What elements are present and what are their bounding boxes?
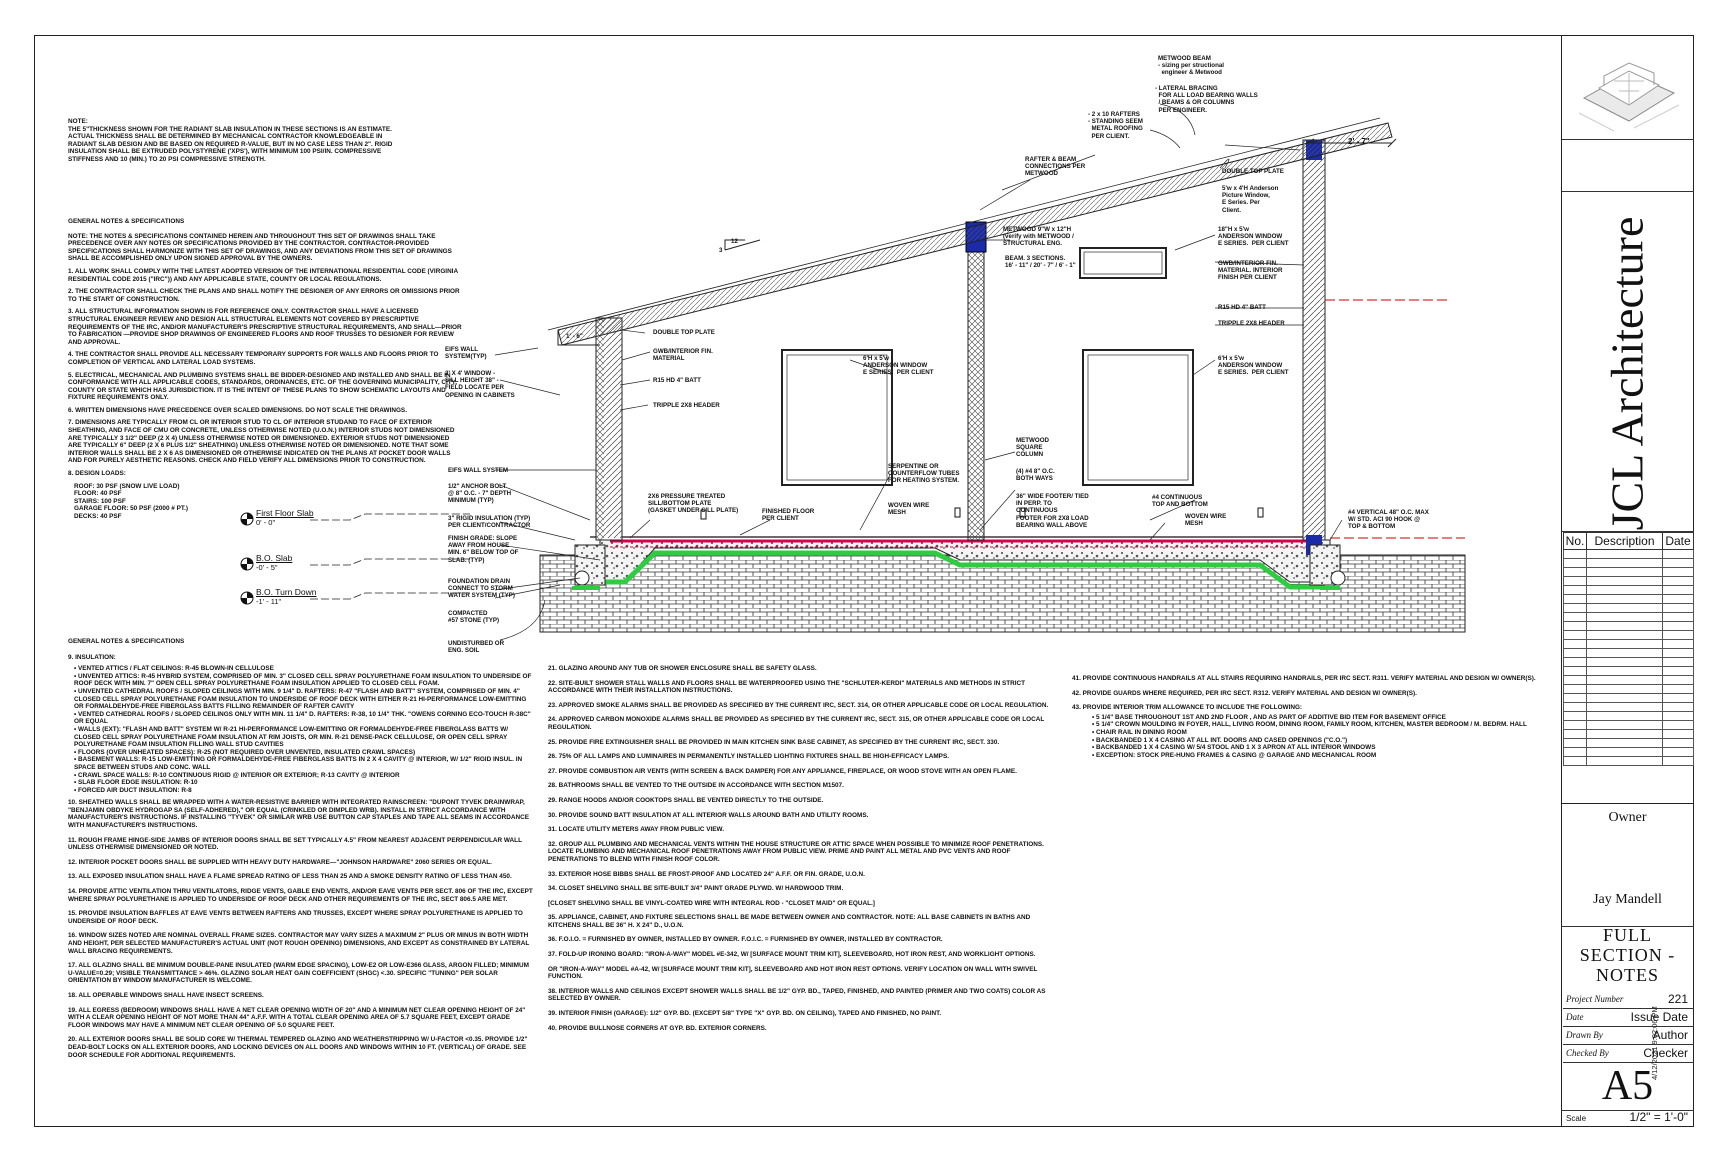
revision-cell (1587, 550, 1663, 559)
revision-cell (1663, 568, 1694, 577)
insulation-item: • UNVENTED ATTICS: R-45 HYBRID SYSTEM, COMPRISED OF MIN. 3" CLOSED CELL SPRAY POLYURETHANE FOAM INSULATION TO UNDERSIDE OF ROOF DECK WITH MIN. 7" OPEN CELL SPRAY POLYURETHANE FOAM INSULATION APPLIED TO CLOSED CELL FOAM. (74, 673, 533, 688)
revision-row (1564, 550, 1694, 559)
label-gwb-left: GWB/INTERIOR FIN. MATERIAL (653, 348, 713, 363)
label-rigid-insulation: 3" RIGID INSULATION (TYP) PER CLIENT/CONTRACTOR (448, 515, 531, 530)
revision-cell (1663, 631, 1694, 640)
design-load: FLOOR: 40 PSF (74, 490, 122, 498)
label-double-top-plate-left: DOUBLE TOP PLATE (653, 329, 715, 336)
trim-item: • 5 1/4" BASE THROUGHOUT 1ST AND 2ND FLOOR , AND AS PART OF ADDITIVE BID ITEM FOR BASEMENT OFFICE (1092, 714, 1542, 722)
revision-cell (1587, 676, 1663, 685)
project-number-label: Project Number (1566, 994, 1624, 1004)
rev-header-date: Date (1663, 533, 1694, 550)
label-finish-grade: FINISH GRADE: SLOPE AWAY FROM HOUSE MIN. 6" BELOW TOP OF SLAB. (TYP) (448, 535, 519, 564)
revision-cell (1564, 631, 1587, 640)
general-note: 35. APPLIANCE, CABINET, AND FIXTURE SELECTIONS SHALL BE MADE BETWEEN OWNER AND CONTRACTOR. NOTE: ALL BASE CABINETS IN BATHS AND KITCHENS SHALL BE 36" H. X 24" D., U.O.N. (548, 914, 1031, 929)
issue-date: Issue Date (1630, 1010, 1688, 1024)
revision-cell (1564, 694, 1587, 703)
general-note: 43. PROVIDE INTERIOR TRIM ALLOWANCE TO INCLUDE THE FOLLOWING: (1072, 704, 1303, 712)
label-batt-right: R15 HD 4" BATT (1218, 304, 1266, 311)
general-note: 25. PROVIDE FIRE EXTINGUISHER SHALL BE PROVIDED IN MAIN KITCHEN SINK BASE CABINET, AS SPECIFIED BY THE CURRENT IRC, SECT. 330. (548, 738, 1000, 746)
general-note: 10. SHEATHED WALLS SHALL BE WRAPPED WITH A WATER-RESISTIVE BARRIER WITH INTEGRATED RAINSCREEN: "DUPONT TYVEK DRAINWRAP, "BENJAMIN OBDYKE HYDROGAP SA (SELF-ADHERED)," OR EQUAL (CRINKLED OR DIMPLED WRB). INSTALL IN STRICT ACCORDANCE WITH MANUFACTURER'S INSTRUCTIONS. IF INSTALLING "TYVEK" OR SIMILAR WRB USE BUTTON CAP STAPLES AND TAPE ALL SEAMS IN ACCORDANCE WITH MANUFACTURER'S INSTRUCTIONS. (68, 799, 529, 830)
general-note: 32. GROUP ALL PLUMBING AND MECHANICAL VENTS WITHIN THE HOUSE STRUCTURE OR ATTIC SPACE WHEN POSSIBLE TO MINIMIZE ROOF PENETRATIONS. LOCATE PLUMBING AND MECHANICAL ROOF PENETRATIONS AWAY FROM PUBLIC VIEW. PRIME AND PAINT ALL METAL AND PVC VENTS AND ROOF PENETRATIONS TO BLEND WITH FINISH ROOF COLOR. (548, 840, 1044, 863)
revision-cell (1564, 658, 1587, 667)
design-load: STAIRS: 100 PSF (74, 497, 126, 505)
revision-row (1564, 685, 1694, 694)
owner-cell (1561, 803, 1694, 927)
firm-cell (1562, 192, 1694, 532)
revision-cell (1663, 604, 1694, 613)
revision-cell (1587, 694, 1663, 703)
general-note: 39. INTERIOR FINISH (GARAGE): 1/2" GYP. BD. (EXCEPT 5/8" TYPE "X" GYP. BD. ON CEILING), TAPED AND FINISHED, NO PAINT. (548, 1010, 942, 1018)
revision-cell (1587, 703, 1663, 712)
revision-cell (1663, 613, 1694, 622)
trim-item: • BACKBANDED 1 X 4 CASING AT ALL INT. DOORS AND CASED OPENINGS ("C.O.") (1092, 737, 1542, 745)
revision-row (1564, 631, 1694, 640)
revision-cell (1564, 577, 1587, 586)
insulation-item: • UNVENTED CATHEDRAL ROOFS / SLOPED CEILINGS WITH MIN. 9 1/4" D. RAFTERS: R-47 "FLASH AND BATT" SYSTEM, COMPRISED OF MIN. 4" CLOSED CELL SPRAY POLYURETHANE FOAM INSULATION TO UNDERSIDE OF ROOF DECK WITH EITHER R-21 HI-PERFORMANCE LOW-EMITTING OR FORMALDEHYDE-FREE FIBERGLASS BATTS FILLING REMAINDER OF RAFTER CAVITY (74, 688, 533, 711)
general-notes-title: GENERAL NOTES & SPECIFICATIONS (68, 218, 185, 225)
clerestory-window (1080, 248, 1166, 278)
revision-row (1564, 676, 1694, 685)
revision-row (1564, 649, 1694, 658)
label-slope-3: 3 (719, 247, 723, 254)
general-note: 8. DESIGN LOADS: (68, 470, 126, 478)
note-title: NOTE: (68, 118, 88, 125)
general-note: 2. THE CONTRACTOR SHALL CHECK THE PLANS AND SHALL NOTIFY THE DESIGNER OF ANY ERRORS OR OMISSIONS PRIOR TO THE START OF CONSTRUCTION. (68, 288, 460, 303)
trim-item: • CHAIR RAIL IN DINING ROOM (1092, 729, 1542, 737)
revision-cell (1587, 622, 1663, 631)
revision-cell (1663, 577, 1694, 586)
label-window-5x4: 5'w x 4'H Anderson Picture Window, E Series. Per Client. (1222, 185, 1279, 214)
general-note: 28. BATHROOMS SHALL BE VENTED TO THE OUTSIDE IN ACCORDANCE WITH SECTION M1507. (548, 782, 844, 790)
revision-cell (1564, 676, 1587, 685)
general-note: 23. APPROVED SMOKE ALARMS SHALL BE PROVIDED AS SPECIFIED BY THE CURRENT IRC, SECT. 314, OR OTHER APPLICABLE CODE OR LOCAL REGULATION. (548, 701, 1049, 709)
general-note: 14. PROVIDE ATTIC VENTILATION THRU VENTILATORS, RIDGE VENTS, GABLE END VENTS, AND/OR EAVE VENTS PER SECT. 806 OF THE IRC, EXCEPT WHERE SPRAY POLYURETHANE IS APPLIED TO UNDERSIDE OF ROOF DECK AND OTHER REQUIREMENTS OF THE IRC, SECT 806.5 ARE MET. (68, 888, 533, 903)
general-note: 30. PROVIDE SOUND BATT INSULATION AT ALL INTERIOR WALLS AROUND BATH AND UTILITY ROOMS. (548, 811, 869, 819)
revision-cell (1564, 739, 1587, 748)
general-note: [CLOSET SHELVING SHALL BE VINYL-COATED WIRE WITH INTEGRAL ROD - "CLOSET MAID" OR EQUAL.] (548, 899, 875, 907)
label-slope-12: 12 (731, 238, 738, 245)
label-window-2x4: 2' X 4' WINDOW - SILL HEIGHT 38" - FIELD LOCATE PER OPENING IN CABINETS (445, 370, 515, 399)
revision-cell (1564, 712, 1587, 721)
insulation-item: • VENTED CATHEDRAL ROOFS / SLOPED CEILINGS ONLY WITH MIN. 11 1/4" D. RAFTERS: R-38, 10 1/4" THK. "OWENS CORNING ECO-TOUCH R-38C" OR EQUAL (74, 711, 533, 726)
revision-table (1563, 532, 1694, 766)
design-load: DECKS: 40 PSF (74, 513, 122, 520)
revision-cell (1587, 640, 1663, 649)
project-number: 221 (1667, 992, 1688, 1006)
label-rebar: (4) #4 8" O.C. BOTH WAYS (1016, 468, 1055, 483)
revision-cell (1663, 658, 1694, 667)
label-window-6x5-left: 6'H x 5'w ANDERSON WINDOW E SERIES. PER CLIENT (863, 355, 934, 377)
revision-cell (1587, 739, 1663, 748)
revision-row (1564, 721, 1694, 730)
revision-cell (1663, 730, 1694, 739)
general-note: 11. ROUGH FRAME HINGE-SIDE JAMBS OF INTERIOR DOORS SHALL BE SET TYPICALLY 4.5" FROM NEAREST ADJACENT PERPENDICULAR WALL UNLESS OTHERWISE DIMENSIONED OR NOTED. (68, 836, 522, 852)
revision-cell (1564, 703, 1587, 712)
label-anchor-bolt: 1/2" ANCHOR BOLT @ 8" O.C. - 7" DEPTH MINIMUM (TYP) (448, 483, 512, 505)
insulation-item: • FORCED AIR DUCT INSULATION: R-8 (74, 787, 533, 795)
general-note: 20. ALL EXTERIOR DOORS SHALL BE SOLID CORE W/ THERMAL TEMPERED GLAZING AND WEATHERSTRIPPING W/ U-FACTOR <0.35. PROVIDE 1/2" DEAD-BOLT LOCKS ON ALL EXTERIOR DOORS, AND LOCKING DEVICES ON ALL DOORS AND WINDOWS WITHIN 10 FT. (VERTICAL) OF GRADE. SEE DOOR SCHEDULE FOR ADDITIONAL REQUIREMENTS. (68, 1036, 528, 1059)
label-metwood-beam: METWOOD BEAM - sizing per structional engineer & Metwood (1158, 55, 1225, 77)
label-batt-left: R15 HD 4" BATT (653, 377, 701, 384)
note-text: THE 5"THICKNESS SHOWN FOR THE RADIANT SLAB INSULATION IN THESE SECTIONS IS AN ESTIMATE. ACTUAL THICKNESS SHALL BE DETERMINED BY MECHANICAL CONTRACTOR KNOWLEDGEABLE IN RADIANT SLAB DESIGN AND BE BASED ON REQUIRED R-VALUE, BUT IN NO CASE LESS THAN 2". RIGID INSULATION SHALL BE EXTRUDED POLYSTYRENE ('XPS'), WITH MINIMUM 100 PSI/IN. COMPRESSIVE STIFFNESS AND 10 (MIN.) TO 20 PSI COMPRESSIVE STRENGTH. (68, 125, 393, 163)
revision-cell (1587, 748, 1663, 757)
insulation-item: • BASEMENT WALLS: R-15 LOW-EMITTING OR FORMALDEHYDE-FREE FIBERGLASS BATTS IN 2 X 4 CAVITY @ INTERIOR, W/ 1/2" RIGID INSUL. IN SPACE BETWEEN STUDS AND CONC. WALL (74, 756, 533, 771)
general-note: 26. 75% OF ALL LAMPS AND LUMINAIRES IN PERMANENTLY INSTALLED LIGHTING FIXTURES SHALL BE HIGH-EFFICACY LAMPS. (548, 753, 949, 761)
sheet-title: FULL SECTION - NOTES (1579, 925, 1676, 985)
label-vertical-4: #4 VERTICAL 48" O.C. MAX W/ STD. ACI 90 HOOK @ TOP & BOTTOM (1348, 509, 1429, 531)
revision-cell (1564, 613, 1587, 622)
general-note: 12. INTERIOR POCKET DOORS SHALL BE SUPPLIED WITH HEAVY DUTY HARDWARE—"JOHNSON HARDWARE" 2060 SERIES OR EQUAL. (68, 858, 492, 866)
level-name: B.O. Slab (256, 553, 293, 563)
general-note: 7. DIMENSIONS ARE TYPICALLY FROM CL OR INTERIOR STUD TO CL OF INTERIOR STUDAND TO FACE OF EXTERIOR SHEATHING, AND FACE OF CMU OR CONCRETE, UNLESS OTHERWISE NOTED (U.O.N.) INTERIOR STUDS NOT DIMENSIONED ARE TYPICALLY 3 1/2" DEEP (2 X 4) UNLESS OTHERWISE NOTED OR DIMENSIONED. EXTERIOR STUDS NOT DIMENSIONED ARE TYPICALLY 6" DEEP (2 X 6 PLUS 1/2" SHEATHING) UNLESS OTHERWISE NOTED OR DIMENSIONED. NOTE THAT SOME INTERIOR WALLS SHALL BE 2 X 6 AS DIMENSIONED OR OTHERWISE INDICATED ON THE PLANS AT POCKET DOOR WALLS AND FOR PURELY AESTHETIC REASONS. CHECK AND FIELD VERIFY ALL DIMENSIONS PRIOR TO CONSTRUCTION. (68, 419, 455, 465)
general-note: 4. THE CONTRACTOR SHALL PROVIDE ALL NECESSARY TEMPORARY SUPPORTS FOR WALLS AND FLOORS PRIOR TO COMPLETION OF VERTICAL AND LATERAL LOAD SYSTEMS. (68, 351, 439, 366)
revision-cell (1663, 685, 1694, 694)
revision-cell (1564, 757, 1587, 766)
label-metwood-column: METWOOD SQUARE COLUMN (1016, 437, 1049, 459)
insulation-item: • SLAB FLOOR EDGE INSULATION: R-10 (74, 779, 533, 787)
general-note: 34. CLOSET SHELVING SHALL BE SITE-BUILT 3/4" PAINT GRADE PLYWD. W/ HARDWOOD TRIM. (548, 885, 844, 893)
revision-row (1564, 604, 1694, 613)
revision-cell (1587, 730, 1663, 739)
label-wire-mesh-2: WOVEN WIRE MESH (1185, 513, 1227, 528)
metwood-square-column (968, 250, 984, 540)
level-name: First Floor Slab (256, 508, 314, 518)
building-thumbnail-icon (1574, 43, 1684, 133)
label-footer: 36" WIDE FOOTER/ TIED IN PERP. TO CONTINUOUS FOOTER FOR 2X8 LOAD BEARING WALL ABOVE (1016, 493, 1089, 529)
revision-cell (1587, 577, 1663, 586)
revision-cell (1663, 640, 1694, 649)
rev-header-no: No. (1564, 533, 1587, 550)
general-note: 13. ALL EXPOSED INSULATION SHALL HAVE A FLAME SPREAD RATING OF LESS THAN 25 AND A SMOKE DENSITY RATING OF LESS THAN 450. (68, 873, 512, 881)
general-note: 18. ALL OPERABLE WINDOWS SHALL HAVE INSECT SCREENS. (68, 991, 264, 999)
general-note: NOTE: THE NOTES & SPECIFICATIONS CONTAINED HEREIN AND THROUGHOUT THIS SET OF DRAWINGS SHALL TAKE PRECEDENCE OVER ANY NOTES OR SPECIFICATIONS PROVIDED BY THE CONTRACTOR. CONTRACTOR-PROVIDED SPECIFICATIONS SHALL HARMONIZE WITH THIS SET OF DRAWINGS, AND ANY DEVIATIONS FROM THIS SET OF DRAWINGS SHALL BE ACCOMPLISHED ONLY UPON SIGNED APPROVAL BY THE OWNERS. (68, 232, 452, 263)
label-eifs-top: EIFS WALL SYSTEM(TYP) (445, 346, 487, 361)
revision-cell (1564, 559, 1587, 568)
revision-row (1564, 568, 1694, 577)
revision-cell (1587, 631, 1663, 640)
revision-cell (1663, 739, 1694, 748)
trim-item: • BACKBANDED 1 X 4 CASING W/ 5/4 STOOL AND 1 X 3 APRON AT ALL INTERIOR WINDOWS (1092, 744, 1542, 752)
label-stone: COMPACTED #57 STONE (TYP) (448, 610, 500, 625)
general-note: 15. PROVIDE INSULATION BAFFLES AT EAVE VENTS BETWEEN RAFTERS AND TRUSSES, EXCEPT WHERE SPRAY POLYURETHANE IS APPLIED TO UNDERSIDE OF ROOF DECK. (68, 910, 523, 925)
label-window-6x5-right: 6'H x 5'w ANDERSON WINDOW E SERIES. PER CLIENT (1218, 355, 1289, 377)
general-note: 17. ALL GLAZING SHALL BE MINIMUM DOUBLE-PANE INSULATED (WARM EDGE SPACING), LOW-E2 OR LOW-E366 GLASS, ARGON FILLED; MINIMUM U-VALUE=0.29; VISIBLE TRANSMITTANCE > 46%. GLAZING SOLAR HEAT GAIN COEFFICIENT (SHGC) <.30. SPECIFIC "TUNING" PER SOLAR ORIENTATION BY WINDOW MANUFACTURER IS WELCOME. (68, 962, 529, 985)
label-rafters: - 2 x 10 RAFTERS - STANDING SEEM METAL ROOFING PER CLIENT. (1088, 111, 1143, 140)
label-double-top-plate-right: DOUBLE TOP PLATE (1222, 168, 1284, 175)
revision-cell (1587, 559, 1663, 568)
revision-cell (1663, 721, 1694, 730)
insulation-title: 9. INSULATION: (68, 653, 116, 661)
revision-cell (1587, 757, 1663, 766)
revision-cell (1663, 694, 1694, 703)
revision-cell (1564, 685, 1587, 694)
general-note: 31. LOCATE UTILITY METERS AWAY FROM PUBLIC VIEW. (548, 826, 724, 834)
revision-row (1564, 613, 1694, 622)
rev-header-description: Description (1587, 533, 1663, 550)
sheet-number: A5 (1561, 1062, 1694, 1111)
revision-cell (1663, 595, 1694, 604)
label-lateral-bracing: - LATERAL BRACING FOR ALL LOAD BEARING WALLS / BEAMS & OR COLUMNS PER ENGINEER. (1155, 85, 1258, 114)
revision-row (1564, 667, 1694, 676)
revision-cell (1587, 586, 1663, 595)
revision-cell (1564, 649, 1587, 658)
revision-cell (1663, 559, 1694, 568)
revision-cell (1564, 604, 1587, 613)
revision-cell (1587, 568, 1663, 577)
revision-row (1564, 703, 1694, 712)
revision-cell (1564, 550, 1587, 559)
label-dim-2-7: 2' - 7" (1348, 137, 1370, 146)
label-sill-plate: 2X6 PRESSURE TREATED SILL/BOTTOM PLATE (GASKET UNDER SILL PLATE) (648, 493, 739, 515)
general-note: 1. ALL WORK SHALL COMPLY WITH THE LATEST ADOPTED VERSION OF THE INTERNATIONAL RESIDENTIAL CODE (VIRGINIA RESIDENTIAL CODE 2015 ("IRC")) AND ANY APPLICABLE STATE, COUNTY OR LOCAL REGULATIONS. (68, 267, 458, 283)
general-note: 3. ALL STRUCTURAL INFORMATION SHOWN IS FOR REFERENCE ONLY. CONTRACTOR SHALL HAVE A LICENSED STRUCTURAL ENGINEER REVIEW AND DESIGN ALL STRUCTURAL ELEMENTS NOT COVERED BY PRESCRIPTIVE REQUIREMENTS OF THE IRC, AND/OR MANUFACTURER'S PRESCRIPTIVE STRUCTURAL REQUIREMENTS, AND SHALL—PRIOR TO FABRICATION —PROVIDE SHOP DRAWINGS OF ENGINEERED FLOORS AND ROOF TRUSSES TO DESIGNER FOR REVIEW AND APPROVAL. (68, 308, 462, 346)
label-header-left: TRIPPLE 2X8 HEADER (653, 402, 720, 409)
general-note: 37. FOLD-UP IRONING BOARD: "IRON-A-WAY" MODEL #E-342, W/ [SURFACE MOUNT TRIM KIT], SLEEVEBOARD, HOT IRON REST, AND WORKLIGHT OPTIONS. (548, 951, 1036, 959)
revision-cell (1663, 649, 1694, 658)
revision-cell (1663, 622, 1694, 631)
revision-row (1564, 694, 1694, 703)
insulation-item: • CRAWL SPACE WALLS: R-10 CONTINUOUS RIGID @ INTERIOR OR EXTERIOR; R-13 CAVITY @ INTERIOR (74, 772, 533, 780)
general-note: 27. PROVIDE COMBUSTION AIR VENTS (WITH SCREEN & BACK DAMPER) FOR ANY APPLIANCE, FIREPLACE, OR WOOD STOVE WITH AN OPEN FLAME. (548, 767, 1017, 775)
revision-row (1564, 577, 1694, 586)
revision-row (1564, 658, 1694, 667)
level-elevation: -0' - 5" (256, 563, 278, 572)
label-gwb-right: GWB/INTERIOR FIN. MATERIAL. INTERIOR FINISH PER CLIENT (1218, 260, 1283, 282)
scale-row (1563, 1110, 1694, 1126)
revision-row (1564, 586, 1694, 595)
revision-cell (1564, 595, 1587, 604)
revision-cell (1587, 658, 1663, 667)
drawn-by-label: Drawn By (1566, 1030, 1603, 1040)
insulation-item: • FLOORS (OVER UNHEATED SPACES): R-25 (NOT REQUIRED OVER UNVENTED, INSULATED CRAWL SPACES) (74, 749, 533, 757)
revision-row (1564, 748, 1694, 757)
revision-cell (1663, 586, 1694, 595)
general-note: 29. RANGE HOODS AND/OR COOKTOPS SHALL BE VENTED DIRECTLY TO THE OUTSIDE. (548, 796, 824, 804)
label-window-18x5: 18"H x 5'w ANDERSON WINDOW E SERIES. PER CLIENT (1218, 226, 1289, 248)
revision-cell (1587, 712, 1663, 721)
date-label: Date (1566, 1012, 1584, 1022)
revision-row (1564, 739, 1694, 748)
general-note: 40. PROVIDE BULLNOSE CORNERS AT GYP. BD. EXTERIOR CORNERS. (548, 1024, 767, 1032)
revision-cell (1564, 568, 1587, 577)
revision-cell (1663, 748, 1694, 757)
general-note: 5. ELECTRICAL, MECHANICAL AND PLUMBING SYSTEMS SHALL BE BIDDER-DESIGNED AND INSTALLED AND SHALL BE IN CONFORMANCE WITH ALL APPLICABLE CODES, STANDARDS, ORDINANCES, ETC. OF THE GOVERNING MUNICIPALITY, CITY, COUNTY OR STATE WHICH HAS JURISDICTION. IT IS THE INTENT OF THESE PLANS TO SHOW SCHEMATIC LAYOUTS AND FIXTURE REQUIREMENTS ONLY. (68, 371, 458, 402)
label-eifs-bottom: EIFS WALL SYSTEM (448, 467, 509, 474)
revision-row (1564, 730, 1694, 739)
thumbnail-cell (1562, 35, 1694, 140)
level-elevation: -1' - 11" (256, 597, 282, 606)
label-continuous-4: #4 CONTINUOUS TOP AND BOTTOM (1152, 494, 1208, 509)
firm-name: JCL Architecture (1601, 216, 1653, 531)
label-metwood-9x12: METWOOD 9"W x 12"H (verify with METWOOD / STRUCTURAL ENG. (1003, 226, 1074, 248)
window-right (1083, 350, 1193, 485)
level-name: B.O. Turn Down (256, 587, 317, 597)
general-note: 6. WRITTEN DIMENSIONS HAVE PRECEDENCE OVER SCALED DIMENSIONS. DO NOT SCALE THE DRAWINGS. (68, 406, 407, 414)
general-note: 22. SITE-BUILT SHOWER STALL WALLS AND FLOORS SHALL BE WATERPROOFED USING THE "SCHLUTER-KERDI" MATERIALS AND METHODS IN STRICT ACCORDANCE WITH THEIR INSTALLATION INSTRUCTIONS. (548, 679, 1026, 695)
revision-cell (1587, 667, 1663, 676)
drawn-by-row (1563, 1026, 1694, 1045)
drawn-by: Author (1652, 1028, 1688, 1042)
label-rafter-beam: RAFTER & BEAM CONNECTIONS PER METWOOD (1025, 156, 1086, 178)
design-load: GARAGE FLOOR: 50 PSF (2000 # PT.) (74, 505, 188, 513)
insulation-item: • WALLS (EXT): "FLASH AND BATT" SYSTEM W/ R-21 HI-PERFORMANCE LOW-EMITTING OR FORMALDEHYDE-FREE FIBERGLASS BATTS W/ CLOSED CELL SPRAY POLYURETHANE FOAM INSULATION AT RIM JOISTS, OR MIN. R-21 DENSE-PACK CELLULOSE, OR OPEN CELL SPRAY POLYURETHANE FOAM INSULATION FILLING WALL STUD CAVITIES (74, 726, 533, 749)
general-note: 19. ALL EGRESS (BEDROOM) WINDOWS SHALL HAVE A NET CLEAR OPENING WIDTH OF 20" AND A MINIMUM NET CLEAR OPENING HEIGHT OF 24" WITH A CLEAR OPENING HEIGHT OF NOT MORE THAN 44" A.F.F. WITH A TOTAL CLEAR OPENING AREA OF 5.7 SQUARE FEET, EXCEPT GRADE FLOOR WINDOWS MAY HAVE A MINIMUM NET CLEAR OPENING OF 5.0 SQUARE FEET. (68, 1006, 526, 1029)
scale-label: Scale (1566, 1114, 1587, 1123)
revision-cell (1663, 667, 1694, 676)
general-note: 42. PROVIDE GUARDS WHERE REQUIRED, PER IRC SECT. R312. VERIFY MATERIAL AND DESIGN W/ OWNER(S). (1072, 689, 1417, 697)
date-row (1563, 1008, 1694, 1027)
general-note: 41. PROVIDE CONTINUOUS HANDRAILS AT ALL STAIRS REQUIRING HANDRAILS, PER IRC SECT. R311. VERIFY MATERIAL AND DESIGN W/ OWNER(S). (1072, 675, 1536, 682)
label-undisturbed: UNDISTURBED OR ENG. SOIL (448, 640, 505, 655)
revision-cell (1587, 604, 1663, 613)
general-note: 16. WINDOW SIZES NOTED ARE NOMINAL OVERALL FRAME SIZES. CONTRACTOR MAY VARY SIZES A MAXIMUM 2" PLUS OR MINUS IN BOTH WIDTH AND HEIGHT, PER SELECTED MANUFACTURER'S ACTUAL UNIT (NOT ROUGH OPENING) DIMENSIONS, AND EXCEPT AS CONSTRAINED BY LATERAL WALL BRACING REQUIREMENTS. (68, 932, 530, 955)
label-dim-1-6: 1' - 6" (566, 333, 583, 340)
revision-row (1564, 559, 1694, 568)
revision-cell (1587, 685, 1663, 694)
revision-row (1564, 757, 1694, 766)
label-drain: FOUNDATION DRAIN CONNECT TO STORM WATER SYSTEM (TYP) (448, 578, 515, 600)
checked-by-label: Checked By (1566, 1048, 1609, 1058)
revision-cell (1587, 721, 1663, 730)
label-wire-mesh-1: WOVEN WIRE MESH (888, 502, 930, 517)
revision-cell (1564, 640, 1587, 649)
label-finished-floor: FINISHED FLOOR PER CLIENT (762, 508, 815, 523)
design-load: ROOF: 30 PSF (SNOW LIVE LOAD) (74, 482, 180, 490)
checked-by: Checker (1643, 1046, 1688, 1060)
revision-cell (1587, 595, 1663, 604)
label-beam-sections: BEAM. 3 SECTIONS. 16' - 11" / 20' - 7" / 6' - 1" (1005, 255, 1076, 270)
general-note: 33. EXTERIOR HOSE BIBBS SHALL BE FROST-PROOF AND LOCATED 24" A.F.F. OR FIN. GRADE, U.O.N. (548, 870, 865, 878)
revision-cell (1564, 586, 1587, 595)
general-note: 38. INTERIOR WALLS AND CEILINGS EXCEPT SHOWER WALLS SHALL BE 1/2" GYP. BD., TAPED, FINISHED, AND PAINTED (PRIMER AND TWO COATS) COLOR AS SELECTED BY OWNER. (548, 987, 1046, 1003)
label-serpentine: SERPENTINE OR COUNTERFLOW TUBES FOR HEATING SYSTEM. (888, 463, 960, 485)
revision-row (1564, 712, 1694, 721)
general-note: OR "IRON-A-WAY" MODEL #A-42, W/ [SURFACE MOUNT TRIM KIT], SLEEVEBOARD AND HOT IRON REST OPTIONS. VERIFY LOCATION ON WALL WITH SWIVEL FUNCTION. (548, 965, 1038, 981)
revision-cell (1564, 622, 1587, 631)
revision-cell (1564, 748, 1587, 757)
revision-cell (1587, 649, 1663, 658)
revision-cell (1663, 757, 1694, 766)
general-note: 36. F.O.I.O. = FURNISHED BY OWNER, INSTALLED BY OWNER. F.O.I.C. = FURNISHED BY OWNER, INSTALLED BY CONTRACTOR. (548, 936, 943, 944)
revision-row (1564, 640, 1694, 649)
revision-row (1564, 622, 1694, 631)
revision-cell (1564, 730, 1587, 739)
foundation-drain-left (575, 571, 589, 585)
trim-item: • 5 1/4" CROWN MOULDING IN FOYER, HALL, LIVING ROOM, DINING ROOM, FAMILY ROOM, KITCHEN, MASTER BEDROOM / M. BEDRM. HALL (1092, 721, 1542, 729)
owner-name: Jay Mandell (1593, 892, 1662, 907)
revision-cell (1564, 667, 1587, 676)
insulation-item: • VENTED ATTICS / FLAT CEILINGS: R-45 BLOWN-IN CELLULOSE (74, 665, 533, 673)
print-timestamp: 4/12/2021 9:02:06 PM (1650, 1006, 1659, 1080)
label-header-right: TRIPPLE 2X8 HEADER (1218, 320, 1285, 327)
revision-cell (1663, 676, 1694, 685)
checked-by-row (1563, 1044, 1694, 1063)
general-note: 21. GLAZING AROUND ANY TUB OR SHOWER ENCLOSURE SHALL BE SAFETY GLASS. (548, 665, 817, 672)
project-number-row (1563, 990, 1694, 1009)
owner-label: Owner (1608, 810, 1647, 825)
level-elevation: 0' - 0" (256, 518, 276, 527)
general-note: 24. APPROVED CARBON MONOXIDE ALARMS SHALL BE PROVIDED AS SPECIFIED BY THE CURRENT IRC, SECT. 315, OR OTHER APPLICABLE CODE OR LOCAL REGULATION. (548, 716, 1045, 731)
scale-value: 1/2" = 1'-0" (1629, 1110, 1688, 1124)
general-notes-title-2: GENERAL NOTES & SPECIFICATIONS (68, 638, 185, 645)
foundation-drain-right (1331, 571, 1345, 585)
revision-cell (1587, 613, 1663, 622)
trim-item: • EXCEPTION: STOCK PRE-HUNG FRAMES & CASING @ GARAGE AND MECHANICAL ROOM (1092, 752, 1542, 760)
revision-cell (1663, 703, 1694, 712)
revision-cell (1663, 550, 1694, 559)
revision-cell (1663, 712, 1694, 721)
revision-cell (1564, 721, 1587, 730)
revision-row (1564, 595, 1694, 604)
